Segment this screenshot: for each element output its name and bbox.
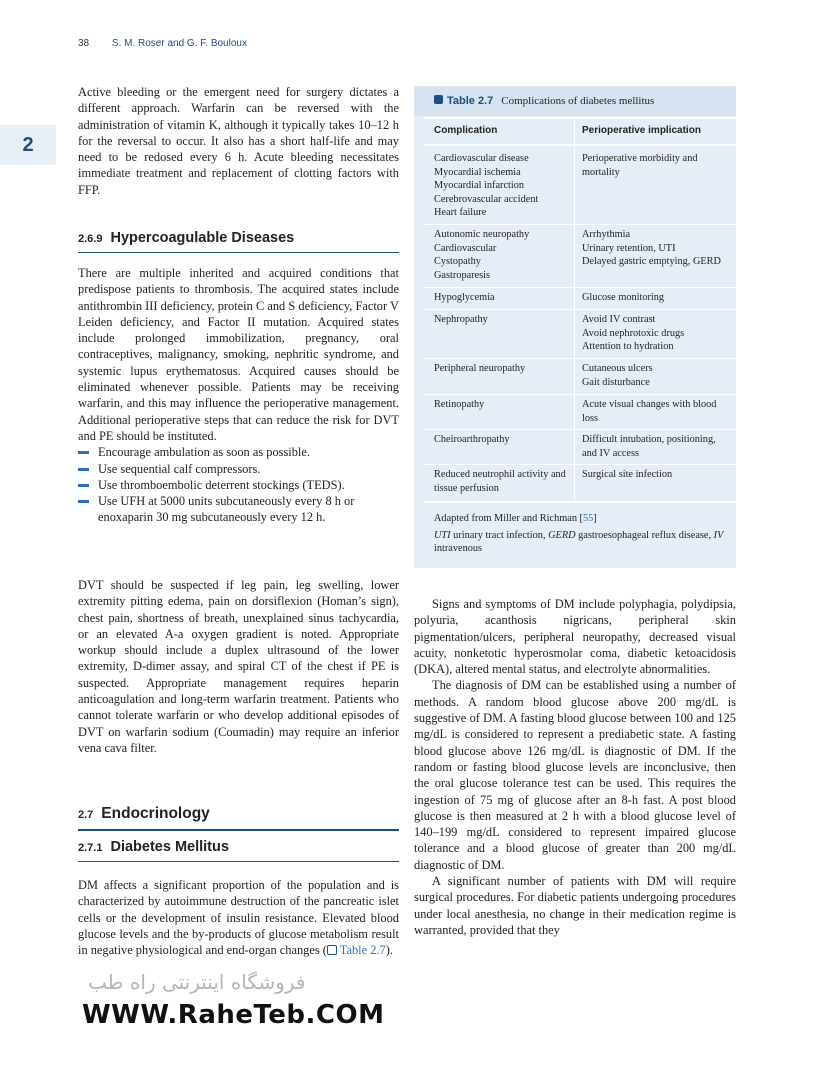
cell-line: Gastroparesis <box>434 269 491 281</box>
table-cell-implication <box>582 398 730 425</box>
table-divider <box>424 117 736 119</box>
section-heading-diabetes <box>78 839 399 862</box>
table-cell-implication <box>582 313 730 354</box>
table-icon <box>434 95 443 104</box>
table-number: Table 2.7 <box>447 95 494 107</box>
cell-line: Peripheral neuropathy <box>434 363 526 374</box>
running-authors: S. M. Roser and G. F. Bouloux <box>111 38 247 49</box>
paragraph-text: DM affects a significant proportion of the population and is characterized by autoimmune destruction of the pancreatic islet cells or the development of insulin resistance. Elevated blood glucose levels and the by-products of glucose metabolism result in negative physiological and end-organ changes ( <box>78 878 399 958</box>
paragraph-dm-diagnosis: The diagnosis of DM can be established using a number of methods. A random blood glucose above 200 mg/dL is suggestive of DM. A fasting blood glucose between 100 and 125 mg/dL is considered to represent a prediabetic state. A fasting blood glucose above 126 mg/dL is diagnostic of DM. If the random or fasting blood glucose levels are inconclusive, then the oral glucose tolerance test can be used. This requires the ingestion of 75 mg of glucose after an 8-h fast. A post blood glucose is then measured at 2 h with a blood glucose level of 140–199 mg/dL considered to represent impaired glucose tolerance and a blood glucose of greater than 200 mg/dL diagnostic of DM. <box>414 678 736 872</box>
paragraph-dm-signs: Signs and symptoms of DM include polyphagia, polydipsia, polyuria, acanthosis nigricans, peripheral skin pigmentation/ulcers, peripheral neuropathy, decreased visual acuity, nonketotic hyperosmolar coma, diabetic ketoacidosis (DKA), altered mental status, and electrolyte abnormalities. <box>414 597 736 677</box>
cell-line: Glucose monitoring <box>582 292 665 303</box>
abbr: IV <box>713 529 724 541</box>
table-cell-complication <box>434 228 574 282</box>
watermark-persian: فروشگاه اینترنتی راه طب <box>88 970 306 994</box>
table-cell-complication <box>434 313 574 327</box>
section-title: Endocrinology <box>101 805 210 822</box>
section-title: Hypercoagulable Diseases <box>110 230 295 246</box>
section-number: 2.7 <box>78 809 94 821</box>
cell-line: Reduced neutrophil activity and tissue perfusion <box>434 469 566 494</box>
cell-line: Attention to hydration <box>582 341 674 353</box>
cell-line: Acute visual changes with blood loss <box>582 399 717 424</box>
cell-line: Cystopathy <box>434 256 481 268</box>
cell-line: Arrhythmia <box>582 229 631 240</box>
footnote-text: ] <box>593 513 597 524</box>
abbr: GERD <box>548 529 576 541</box>
cell-line: Cerebrovascular accident <box>434 193 539 205</box>
table-reference-link[interactable]: Table 2.7 <box>339 943 386 958</box>
list-item: Use sequential calf compressors. <box>78 461 399 477</box>
abbr: UTI <box>434 529 451 541</box>
running-header <box>78 38 247 49</box>
paragraph-text: ). <box>385 943 393 958</box>
dvt-body <box>78 577 399 756</box>
cell-line: Urinary retention, UTI <box>582 242 676 254</box>
table-divider <box>424 224 736 225</box>
cell-line: Surgical site infection <box>582 469 673 480</box>
table-cell-implication <box>582 291 730 305</box>
section-heading-hypercoagulable <box>78 230 399 253</box>
footnote-text: intravenous <box>434 543 483 555</box>
table-title: Complications of diabetes mellitus <box>501 95 655 107</box>
cell-line: Retinopathy <box>434 399 485 410</box>
paragraph-hypercoagulable: There are multiple inherited and acquired conditions that predispose patients to thrombosis. The acquired states include antithrombin III deficiency, protein C and S deficiency, Factor V Leiden deficiency, and Factor II mutation. Acquired states include prolonged immobilization, pregnancy, oral contraceptives, malignancy, smoking, nephritic syndrome, and systemic lupus erythematosus. Acquired causes should be eliminated whenever possible. Patients may be receiving warfarin, and this may influence the perioperative management. Additional perioperative steps that can reduce the risk for DVT and PE should be instituted. <box>78 266 399 443</box>
list-item: Encourage ambulation as soon as possible. <box>78 444 399 460</box>
table-cell-implication <box>582 228 730 269</box>
footnote-text: gastroesophageal reflux disease, <box>575 529 714 541</box>
cell-line: Cheiroarthropathy <box>434 434 510 445</box>
table-footnote <box>434 512 730 556</box>
list-item: Use UFH at 5000 units subcutaneously every 8 h or enoxaparin 30 mg subcutaneously every 12 h. <box>78 493 399 526</box>
table-divider <box>424 309 736 310</box>
table-cell-complication <box>434 433 574 447</box>
table-divider <box>424 464 736 465</box>
right-column <box>414 596 736 938</box>
diabetes-body <box>78 877 399 958</box>
section-number: 2.6.9 <box>78 233 103 245</box>
chapter-tab: 2 <box>0 125 56 165</box>
cell-line: Autonomic neuropathy <box>434 229 530 240</box>
paragraph-warfarin-reversal: Active bleeding or the emergent need for surgery dictates a different approach. Warfarin can be reversed with the administration of vitamin K, although it typically takes 10–12 h for the reversal to occur. It also has a short half-life and may need to be redosed every 6 h. Acute bleeding necessitates immediate treatment and replacement of clotting factors with FFP. <box>78 85 399 197</box>
footnote-abbreviations <box>434 529 730 556</box>
paragraph-dm-definition <box>78 877 399 958</box>
table-cell-complication <box>434 291 574 305</box>
section-number: 2.7.1 <box>78 842 103 854</box>
footnote-source <box>434 512 730 526</box>
footnote-text: urinary tract infection, <box>450 529 549 541</box>
list-item: Use thromboembolic deterrent stockings (TEDS). <box>78 477 399 493</box>
table-column-divider <box>574 117 575 502</box>
table-divider <box>424 501 736 503</box>
citation-link[interactable]: 55 <box>582 513 594 524</box>
table-icon <box>327 945 337 955</box>
table-cell-implication <box>582 362 730 389</box>
cell-line: Nephropathy <box>434 314 488 325</box>
table-cell-implication <box>582 152 730 179</box>
column-header-complication: Complication <box>434 125 498 136</box>
cell-line: Cutaneous ulcers <box>582 363 653 374</box>
table-cell-complication <box>434 398 574 412</box>
column-header-implication: Perioperative implication <box>582 125 701 136</box>
cell-line: Cardiovascular disease <box>434 153 529 164</box>
cell-line: Perioperative morbidity and mortality <box>582 153 698 178</box>
paragraph-dm-surgery: A significant number of patients with DM will require surgical procedures. For diabetic patients undergoing procedures under local anesthesia, no change in their medication regime is warranted, provided that they <box>414 874 736 937</box>
hypercoagulable-body <box>78 265 399 526</box>
cell-line: Delayed gastric emptying, GERD <box>582 256 721 268</box>
cell-line: Gait disturbance <box>582 376 650 388</box>
table-divider <box>424 429 736 430</box>
table-cell-complication <box>434 362 574 376</box>
cell-line: Cardiovascular <box>434 242 497 254</box>
cell-line: Myocardial infarction <box>434 180 525 192</box>
left-column <box>78 84 399 198</box>
cell-line: Difficult intubation, positioning, and IV access <box>582 434 716 459</box>
section-heading-endocrinology <box>78 805 399 831</box>
table-cell-complication <box>434 468 574 495</box>
watermark-url: WWW.RaheTeb.COM <box>82 1000 385 1030</box>
table-divider <box>424 144 736 146</box>
footnote-text: Adapted from Miller and Richman [ <box>434 513 583 524</box>
table-divider <box>424 394 736 395</box>
page-number: 38 <box>78 38 90 49</box>
table-cell-complication <box>434 152 574 220</box>
cell-line: Avoid nephrotoxic drugs <box>582 327 685 339</box>
table-divider <box>424 287 736 288</box>
cell-line: Avoid IV contrast <box>582 314 656 325</box>
paragraph-dvt: DVT should be suspected if leg pain, leg swelling, lower extremity pitting edema, pain on dorsiflexion (Homan’s sign), chest pain, shortness of breath, unexplained sinus tachycardia, or an elevated A-a oxygen gradient is noted. Appropriate workup should include a duplex ultrasound of the lower extremity, D-dimer assay, and spiral CT of the chest if PE is suspected. Appropriate management requires heparin anticoagulation and long-term warfarin treatment. Patients who cannot tolerate warfarin or who develop additional episodes of DVT on warfarin sodium (Coumadin) may require an inferior vena cava filter. <box>78 578 399 755</box>
table-divider <box>424 358 736 359</box>
table-cell-implication <box>582 468 730 482</box>
table-cell-implication <box>582 433 730 460</box>
section-title: Diabetes Mellitus <box>110 839 229 855</box>
cell-line: Hypoglycemia <box>434 292 495 303</box>
table-caption <box>414 86 736 116</box>
bullet-list-dvt-prevention <box>78 444 399 525</box>
cell-line: Heart failure <box>434 207 487 219</box>
cell-line: Myocardial ischemia <box>434 166 521 178</box>
